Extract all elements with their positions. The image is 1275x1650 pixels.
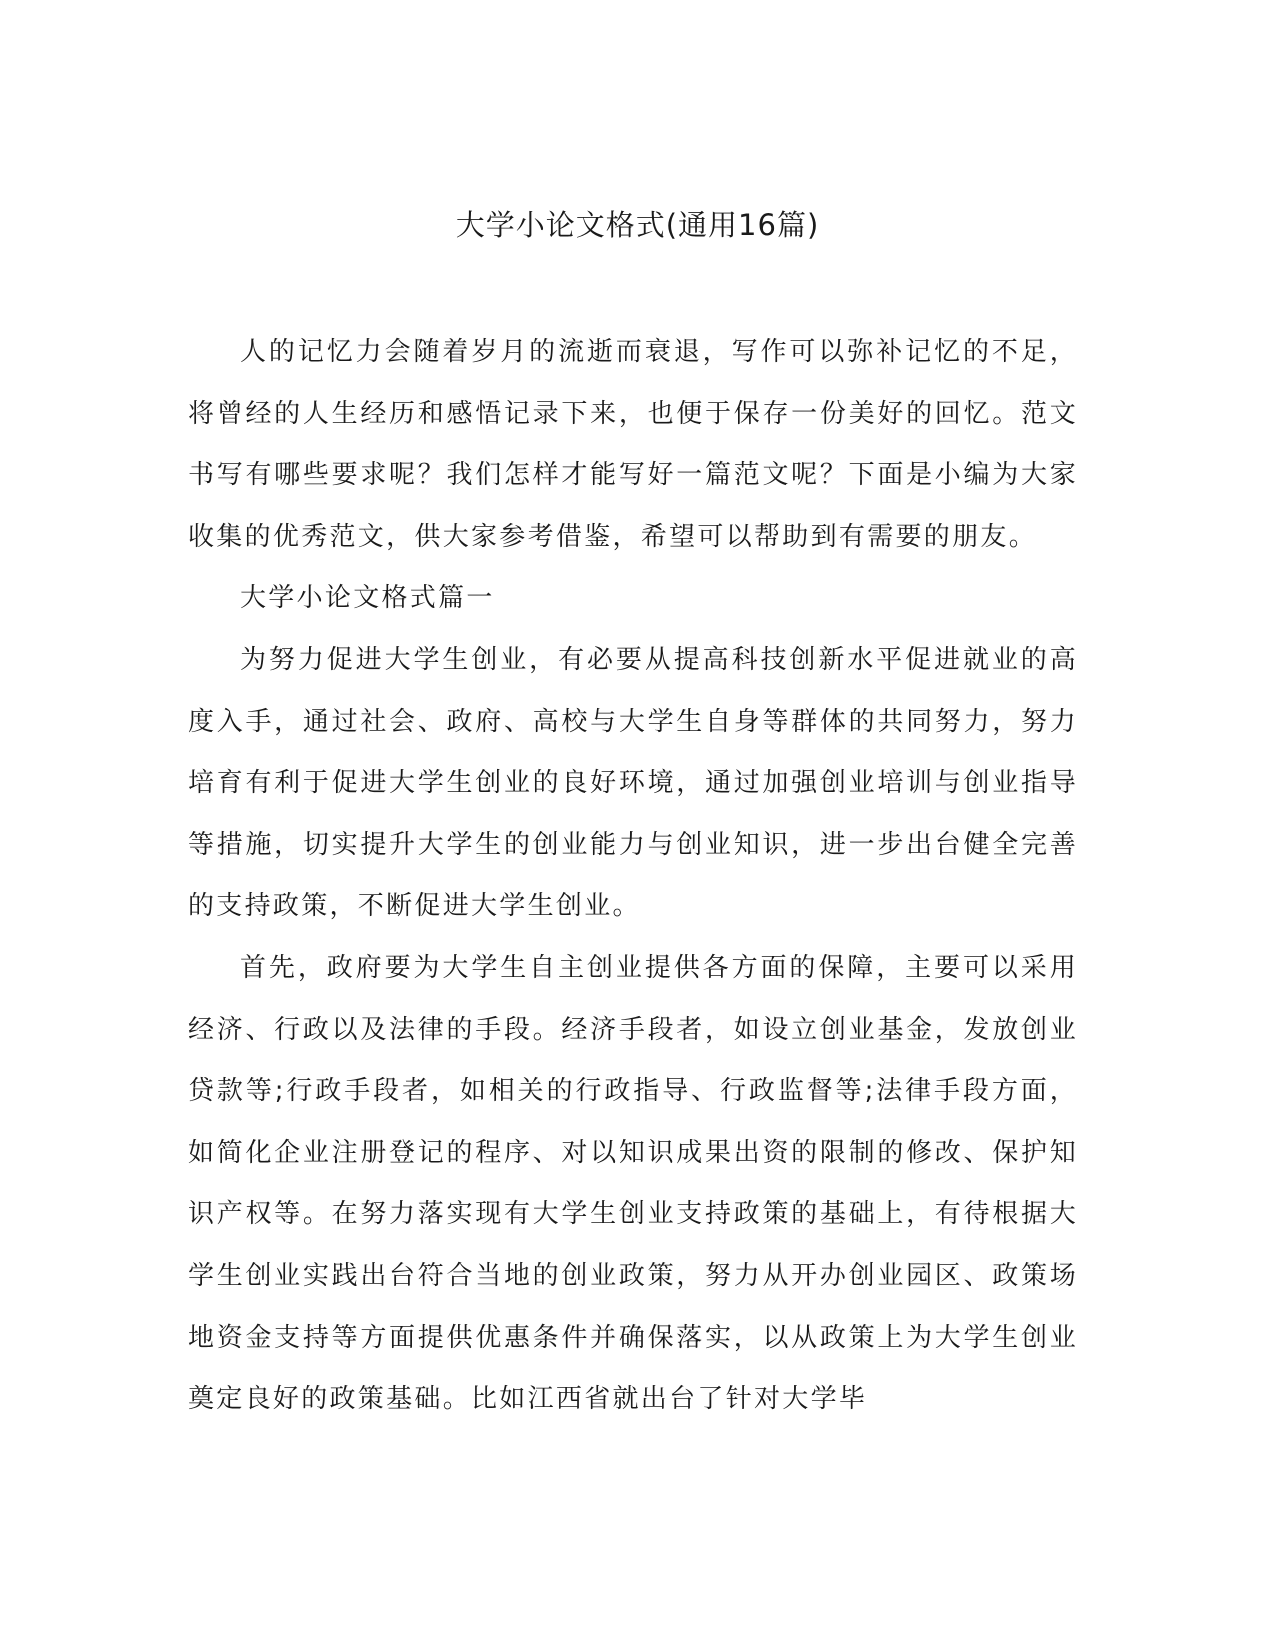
body-paragraph: 为努力促进大学生创业，有必要从提高科技创新水平促进就业的高度入手，通过社会、政府、高校与大学生自身等群体的共同努力，努力培育有利于促进大学生创业的良好环境，通过加强创业培训与创业指导等措施，切实提升大学生的创业能力与创业知识，进一步出台健全完善的支持政策，不断促进大学生创业。	[188, 644, 1078, 922]
section-heading: 大学小论文格式篇一	[240, 583, 495, 614]
document-title: 大学小论文格式(通用16篇)	[455, 208, 820, 242]
intro-paragraph: 人的记忆力会随着岁月的流逝而衰退，写作可以弥补记忆的不足，将曾经的人生经历和感悟记录下来，也便于保存一份美好的回忆。范文书写有哪些要求呢？我们怎样才能写好一篇范文呢？下面是小编为大家收集的优秀范文，供大家参考借鉴，希望可以帮助到有需要的朋友。	[188, 337, 1078, 552]
body-paragraph: 首先，政府要为大学生自主创业提供各方面的保障，主要可以采用经济、行政以及法律的手段。经济手段者，如设立创业基金，发放创业贷款等;行政手段者，如相关的行政指导、行政监督等;法律手段方面，如简化企业注册登记的程序、对以知识成果出资的限制的修改、保护知识产权等。在努力落实现有大学生创业支持政策的基础上，有待根据大学生创业实践出台符合当地的创业政策，努力从开办创业园区、政策场地资金支持等方面提供优惠条件并确保落实，以从政策上为大学生创业奠定良好的政策基础。比如江西省就出台了针对大学毕	[188, 952, 1078, 1415]
document-body	[188, 322, 1078, 1431]
